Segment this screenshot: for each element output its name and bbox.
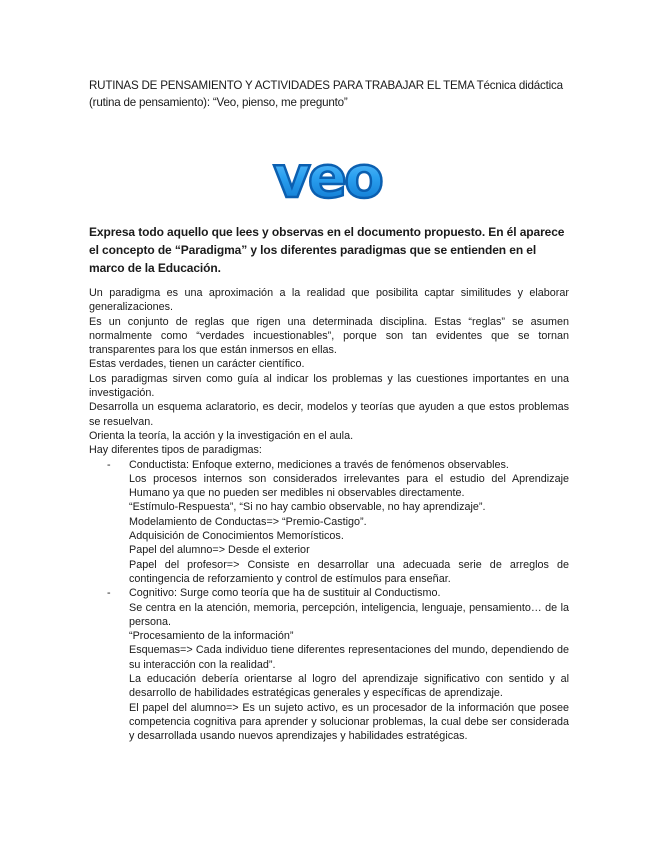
list-item-line: Modelamiento de Conductas=> “Premio-Castigo”. (129, 515, 367, 528)
paragraph: Desarrolla un esquema aclaratorio, es decir, modelos y teorías que ayuden a que estos problemas se resuelvan. (89, 401, 569, 428)
list-item-cognitivo (89, 586, 569, 743)
paragraph: Un paradigma es una aproximación a la realidad que posibilita captar similitudes y elaborar generalizaciones. (89, 287, 569, 314)
paragraph: Orienta la teoría, la acción y la investigación en el aula. (89, 429, 354, 442)
list-item-head: Cognitivo: Surge como teoría que ha de sustituir al Conductismo. (129, 587, 441, 600)
paragraph: Hay diferentes tipos de paradigmas: (89, 444, 262, 457)
list-dash: - (107, 458, 111, 471)
list-item-line: La educación debería orientarse al logro del aprendizaje significativo con sentido y al desarrollo de habilidades estratégicas generales y específicas de aprendizaje. (129, 673, 569, 700)
body-text (89, 286, 569, 744)
veo-logo (268, 147, 386, 209)
list-item-line: Se centra en la atención, memoria, percepción, inteligencia, lenguaje, pensamiento… de la persona. (129, 601, 569, 628)
list-dash: - (107, 587, 111, 600)
list-item-line: Papel del profesor=> Consiste en desarrollar una adecuada serie de arreglos de contingencia de reforzamiento y control de estímulos para enseñar. (129, 558, 569, 585)
list-item-line: Adquisición de Conocimientos Memorísticos. (129, 530, 344, 543)
list-item-line: Los procesos internos son considerados irrelevantes para el estudio del Aprendizaje Humano ya que no pueden ser medibles ni observables directamente. (129, 472, 569, 500)
document-title: RUTINAS DE PENSAMIENTO Y ACTIVIDADES PARA TRABAJAR EL TEMA Técnica didáctica (rutina de pensamiento): “Veo, pienso, me pregunto” (89, 79, 563, 109)
list-item-line: Papel del alumno=> Desde el exterior (129, 544, 310, 557)
list-item-head: Conductista: Enfoque externo, mediciones a través de fenómenos observables. (129, 458, 509, 471)
list-item-line: El papel del alumno=> Es un sujeto activo, es un procesador de la información que posee competencia cognitiva para aprender y solucionar problemas, la cual debe ser considerada y desarrollada usando nuevos aprendizajes y habilidades estratégicas. (129, 701, 569, 743)
paragraph: Los paradigmas sirven como guía al indicar los problemas y las cuestiones importantes en una investigación. (89, 372, 569, 400)
paragraph: Estas verdades, tienen un carácter científico. (89, 358, 305, 371)
list-item-line: “Estímulo-Respuesta”, “Si no hay cambio observable, no hay aprendizaje”. (129, 501, 486, 514)
paragraph: Es un conjunto de reglas que rigen una determinada disciplina. Estas “reglas” se asumen normalmente como “verdades incuestionables”, porque son tan evidentes que se tornan transparentes para los que están inmersos en ellas. (89, 315, 569, 357)
lead-instruction: Expresa todo aquello que lees y observas en el documento propuesto. En él aparece el concepto de “Paradigma” y los diferentes paradigmas que se entienden en el marco de la Educación. (89, 225, 565, 275)
list-item-conductista (89, 458, 569, 587)
list-item-line: “Procesamiento de la información” (129, 630, 294, 643)
logo-text: veo (273, 147, 381, 209)
list-item-line: Esquemas=> Cada individuo tiene diferentes representaciones del mundo, dependiendo de su interacción con la realidad”. (129, 644, 569, 671)
